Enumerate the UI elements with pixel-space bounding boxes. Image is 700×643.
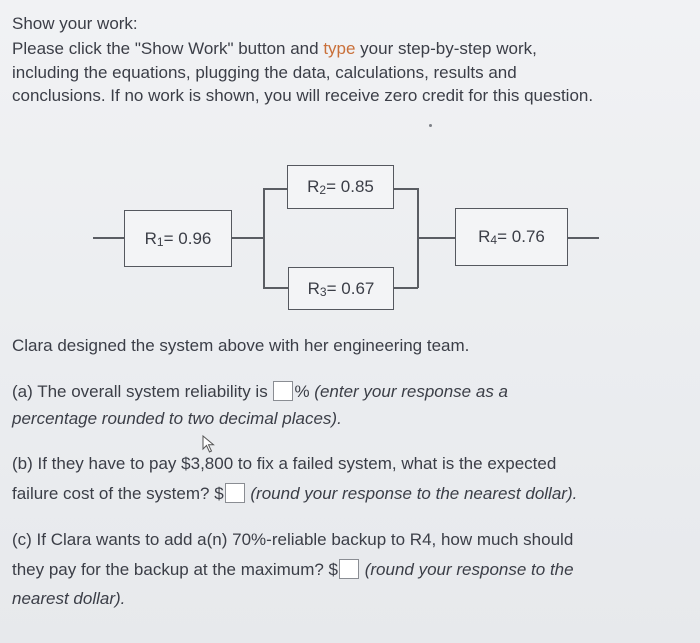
component-r3: R $_3$ = 0.67 xyxy=(288,267,394,310)
instruction-line-2: including the equations, plugging the data, calculations, results and xyxy=(12,63,517,82)
answer-a-input[interactable] xyxy=(273,381,293,401)
left-junction-wire xyxy=(263,188,265,288)
from-r2-wire xyxy=(392,188,418,190)
question-c-line-3: nearest dollar). xyxy=(12,589,126,608)
question-c-line-2: they pay for the backup at the maximum? $ (round your response to the xyxy=(12,560,574,579)
component-r2: R $_2$ = 0.85 xyxy=(287,165,394,209)
from-r3-wire xyxy=(392,287,418,289)
answer-c-input[interactable] xyxy=(339,559,359,579)
problem-intro: Clara designed the system above with her engineering team. xyxy=(12,336,470,355)
type-keyword: type xyxy=(323,39,356,58)
to-r2-wire xyxy=(263,188,289,190)
component-r1: R $_1$ = 0.96 xyxy=(124,210,232,267)
output-wire xyxy=(566,237,599,239)
answer-b-input[interactable] xyxy=(225,483,245,503)
question-a-line-1: (a) The overall system reliability is % (enter your response as a xyxy=(12,382,508,401)
question-b-line-1: (b) If they have to pay $3,800 to fix a failed system, what is the expected xyxy=(12,454,557,473)
component-r4: R $_4$ = 0.76 xyxy=(455,208,568,266)
r1-to-split-wire xyxy=(230,237,264,239)
section-title: Show your work: xyxy=(12,14,138,33)
instruction-line-1: Please click the "Show Work" button and type your step-by-step work, xyxy=(12,39,537,58)
question-c-line-1: (c) If Clara wants to add a(n) 70%-reliable backup to R4, how much should xyxy=(12,530,574,549)
question-b-line-2: failure cost of the system? $ (round your response to the nearest dollar). xyxy=(12,484,578,503)
input-wire xyxy=(93,237,126,239)
join-to-r4-wire xyxy=(417,237,457,239)
instruction-line-3: conclusions. If no work is shown, you will receive zero credit for this question. xyxy=(12,86,594,105)
to-r3-wire xyxy=(263,287,290,289)
mouse-pointer-icon xyxy=(202,435,216,453)
question-a-line-2: percentage rounded to two decimal places). xyxy=(12,409,342,428)
decorative-dot xyxy=(429,124,432,127)
